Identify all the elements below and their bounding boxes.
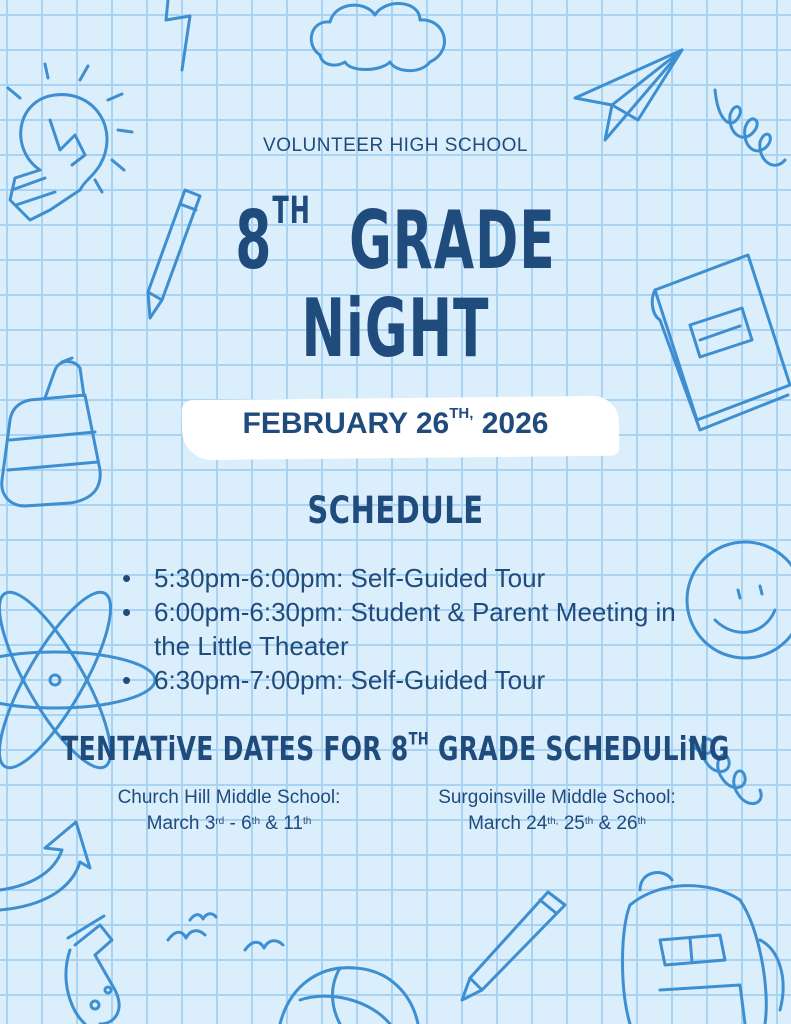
date-part: 25 (558, 813, 585, 834)
tentative-suffix: GRADE SCHEDULiNG (437, 730, 730, 768)
school-name: VOLUNTEER HIGH SCHOOL (263, 135, 528, 156)
date-sup: th, (547, 816, 559, 827)
date-part: March 24 (468, 813, 548, 834)
schedule-list (118, 561, 688, 697)
grade-number: 8 (235, 195, 273, 288)
date-part: & 26 (593, 813, 638, 834)
date-sup: th (584, 816, 594, 827)
grade-suffix: TH (272, 188, 311, 233)
date-sup: th (637, 816, 646, 827)
tentative-prefix: TENTATiVE DATES FOR 8 (61, 730, 409, 768)
school-dates-surgoinsville (398, 811, 716, 837)
school-name-surgoinsville: Surgoinsville Middle School: (438, 787, 676, 808)
tentative-sup: TH (408, 730, 429, 750)
school-name-church-hill: Church Hill Middle School: (117, 787, 341, 808)
schedule-heading: SCHEDULE (307, 488, 484, 533)
date-part: March 3 (146, 813, 216, 834)
schedule-item: • 6:00pm-6:30pm: Student & Parent Meeting in the Little Theater (118, 595, 688, 663)
date-sup: th (251, 816, 261, 827)
event-title-line2: NiGHT (301, 283, 490, 376)
event-title-line1 (0, 188, 791, 288)
schedule-item: • 6:30pm-7:00pm: Self-Guided Tour (118, 663, 688, 697)
schedule-item: • 5:30pm-6:00pm: Self-Guided Tour (118, 561, 688, 595)
date-suffix: TH, (449, 405, 474, 422)
date-part: & 11 (260, 813, 303, 834)
school-dates-church-hill (68, 811, 390, 837)
tentative-dates-heading (0, 730, 791, 768)
date-part: - 6 (224, 813, 252, 834)
middle-school-dates (398, 785, 716, 837)
date-year: 2026 (481, 407, 549, 440)
date-sup: rd (215, 816, 225, 827)
grade-word: GRADE (349, 195, 556, 288)
date-sup: th (302, 816, 312, 827)
middle-school-dates (68, 785, 390, 837)
date-month-day: FEBRUARY 26 (242, 407, 450, 440)
event-date (0, 407, 791, 441)
